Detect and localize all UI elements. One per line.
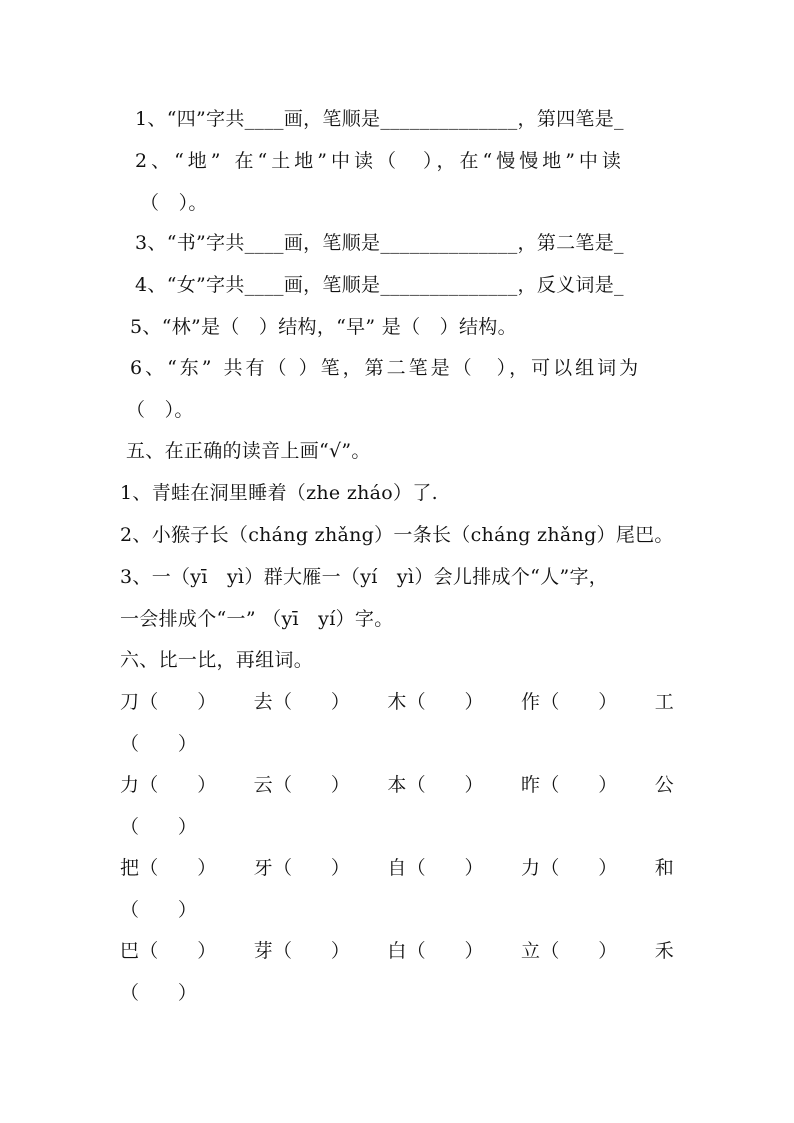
compare-item: 和: [654, 857, 674, 879]
question-5-3-line1: 3、一（yī yì）群大雁一（yí yì）会儿排成个“人”字，: [120, 566, 609, 588]
compare-row-3: [120, 855, 674, 881]
compare-item: 去（ ）: [253, 691, 351, 713]
compare-item: 立（ ）: [521, 940, 618, 962]
compare-item: 工: [654, 691, 674, 713]
compare-item: 公: [654, 774, 674, 796]
compare-item: 自（ ）: [387, 857, 484, 879]
compare-item: 白（ ）: [387, 940, 484, 962]
compare-item: 禾: [654, 940, 674, 962]
compare-item: 巴（ ）: [120, 940, 217, 962]
compare-item: 刀（ ）: [120, 691, 217, 713]
compare-row-4: [120, 938, 674, 964]
question-4-5: 5、“林”是（ ）结构，“早” 是（ ）结构。: [130, 316, 517, 338]
question-5-2: 2、小猴子长（cháng zhǎng）一条长（cháng zhǎng）尾巴。: [120, 524, 674, 546]
question-4-3: 3、“书”字共____画，笔顺是______________，第二笔是_: [135, 232, 624, 254]
section-5-heading: 五、在正确的读音上画“√”。: [126, 440, 371, 462]
compare-row-2-tail: （ ）: [120, 816, 198, 838]
compare-item: 牙（ ）: [253, 857, 351, 879]
compare-item: 昨（ ）: [521, 774, 618, 796]
compare-row-2: [120, 772, 674, 798]
compare-row-1-tail: （ ）: [120, 733, 198, 755]
question-5-1: 1、青蛙在洞里睡着（zhe zháo）了.: [120, 482, 438, 504]
question-4-6-line2: （ ）。: [126, 399, 194, 421]
compare-row-1: [120, 689, 674, 715]
question-4-6-line1: 6、“东” 共有（ ）笔，第二笔是（ ），可以组词为: [130, 357, 642, 379]
compare-row-3-tail: （ ）: [120, 899, 198, 921]
question-5-3-line2: 一会排成个“一” （yī yí）字。: [120, 608, 394, 630]
question-4-2-line2: （ ）。: [140, 192, 208, 214]
question-4-2-line1: 2、“地” 在“土地”中读（ ），在“慢慢地”中读: [135, 150, 625, 172]
compare-item: 力（ ）: [521, 857, 618, 879]
question-4-1: 1、“四”字共____画，笔顺是______________，第四笔是_: [135, 108, 624, 130]
question-4-4: 4、“女”字共____画，笔顺是______________，反义词是_: [135, 274, 624, 296]
compare-item: 作（ ）: [521, 691, 618, 713]
compare-item: 木（ ）: [387, 691, 484, 713]
compare-item: 本（ ）: [387, 774, 484, 796]
compare-item: 力（ ）: [120, 774, 217, 796]
compare-item: 云（ ）: [253, 774, 351, 796]
compare-item: 芽（ ）: [253, 940, 351, 962]
section-6-heading: 六、比一比，再组词。: [120, 649, 314, 671]
compare-item: 把（ ）: [120, 857, 217, 879]
compare-row-4-tail: （ ）: [120, 982, 198, 1004]
